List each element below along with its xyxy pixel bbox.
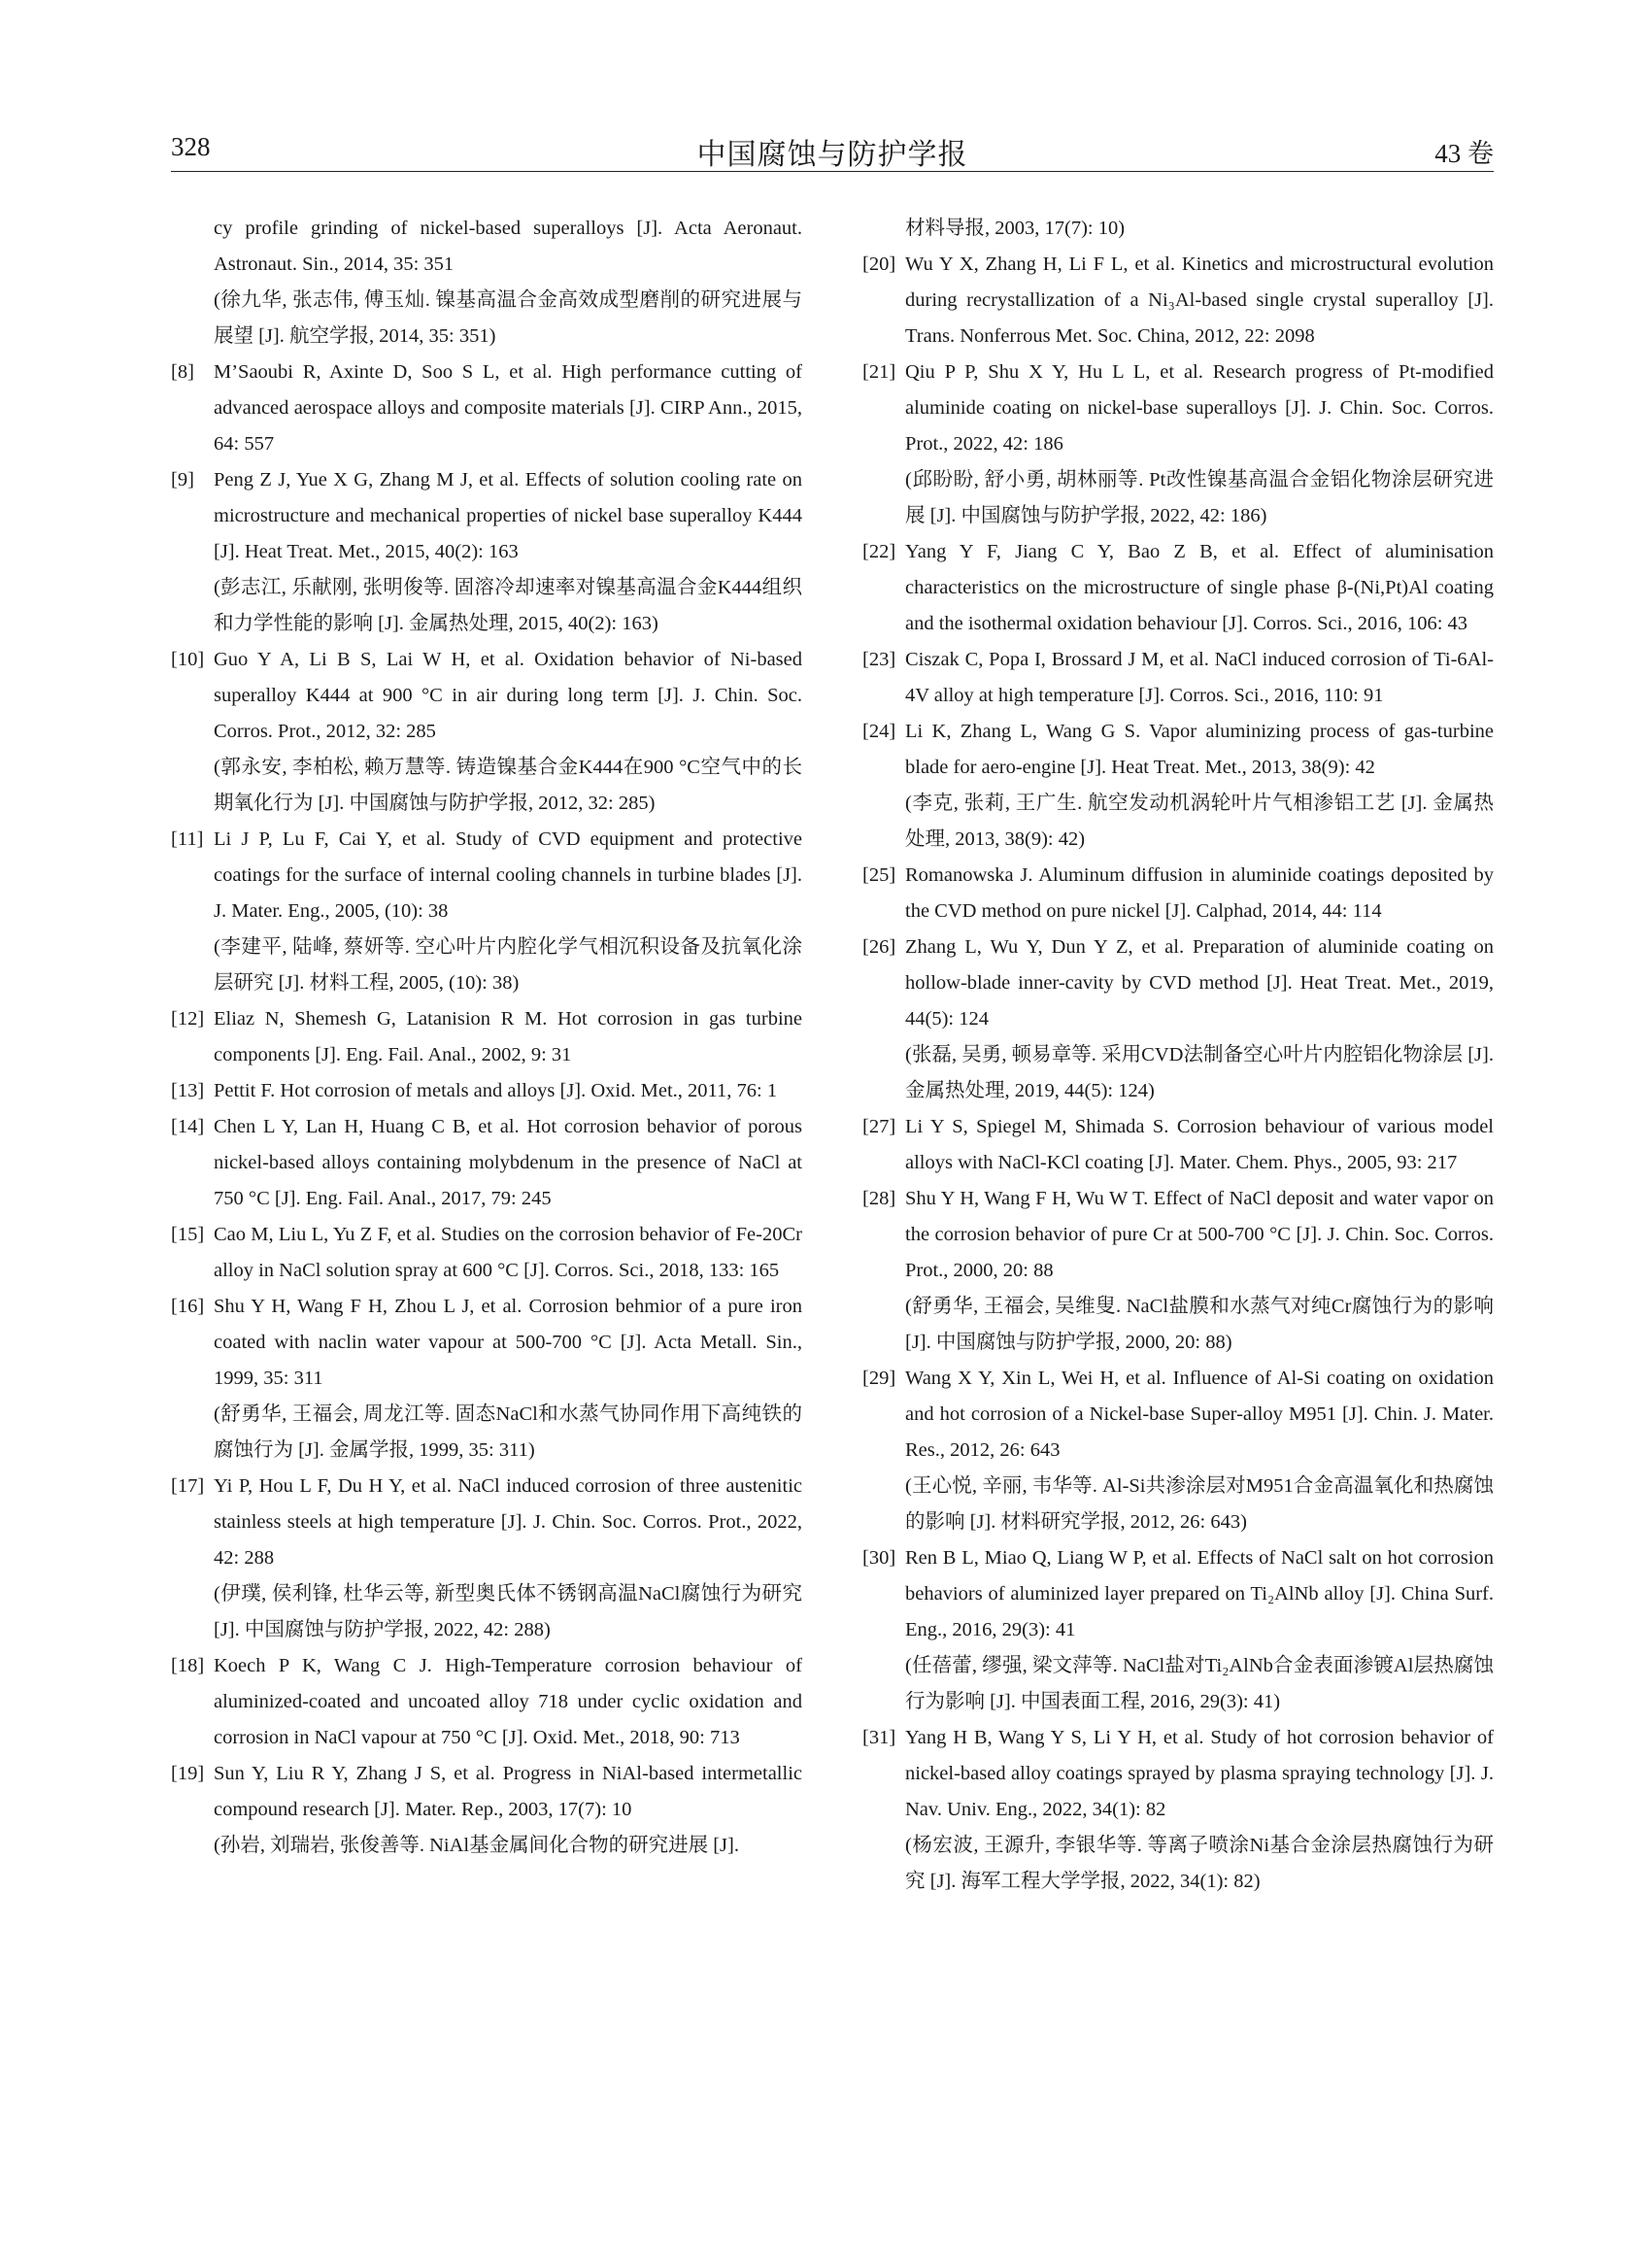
- reference-english-text: Eliaz N, Shemesh G, Latanision R M. Hot corrosion in gas turbine components [J]. Eng. Fail. Anal., 2002, 9: 31: [214, 1008, 802, 1065]
- reference-chinese-text: (伊璞, 侯利锋, 杜华云等, 新型奥氏体不锈钢高温NaCl腐蚀行为研究 [J]. 中国腐蚀与防护学报, 2022, 42: 288): [214, 1583, 802, 1640]
- reference-number: [18]: [171, 1655, 205, 1676]
- reference-entry: [862, 211, 1494, 247]
- volume-label: 43 卷: [1434, 139, 1494, 168]
- reference-english-text: Zhang L, Wu Y, Dun Y Z, et al. Preparation of aluminide coating on hollow-blade inner-cavity by CVD method [J]. Heat Treat. Met., 2019, 44(5): 124: [905, 936, 1494, 1030]
- reference-chinese-text: (杨宏波, 王源升, 李银华等. 等离子喷涂Ni基合金涂层热腐蚀行为研究 [J]. 海军工程大学学报, 2022, 34(1): 82): [905, 1835, 1494, 1892]
- reference-number: [14]: [171, 1116, 205, 1137]
- reference-number: [23]: [862, 649, 896, 670]
- reference-chinese-text: (舒勇华, 王福会, 吴维叟. NaCl盐膜和水蒸气对纯Cr腐蚀行为的影响 [J]. 中国腐蚀与防护学报, 2000, 20: 88): [905, 1296, 1494, 1353]
- reference-entry: [171, 1469, 802, 1648]
- reference-number: [28]: [862, 1188, 896, 1209]
- reference-english-text: Qiu P P, Shu X Y, Hu L L, et al. Research progress of Pt-modified aluminide coating on nickel-base superalloys [J]. J. Chin. Soc. Corros. Prot., 2022, 42: 186: [905, 361, 1494, 455]
- reference-english-text: Romanowska J. Aluminum diffusion in aluminide coatings deposited by the CVD method on pure nickel [J]. Calphad, 2014, 44: 114: [905, 864, 1494, 922]
- reference-entry: [862, 1720, 1494, 1900]
- left-reference-column: [171, 211, 802, 1864]
- reference-number: [25]: [862, 864, 896, 886]
- right-reference-column: [862, 211, 1494, 1900]
- reference-entry: [171, 355, 802, 462]
- page-number: 328: [171, 132, 211, 161]
- reference-entry: [862, 247, 1494, 355]
- reference-entry: [862, 1540, 1494, 1720]
- reference-entry: [862, 929, 1494, 1109]
- page-header: [171, 126, 1494, 172]
- reference-entry: [171, 822, 802, 1001]
- reference-entry: [862, 858, 1494, 929]
- reference-chinese-text: (郭永安, 李柏松, 赖万慧等. 铸造镍基合金K444在900 °C空气中的长期氧化行为 [J]. 中国腐蚀与防护学报, 2012, 32: 285): [214, 757, 802, 814]
- reference-english-text: M’Saoubi R, Axinte D, Soo S L, et al. High performance cutting of advanced aerospace alloys and composite materials [J]. CIRP Ann., 2015, 64: 557: [214, 361, 802, 455]
- reference-english-text: Koech P K, Wang C J. High-Temperature corrosion behaviour of aluminized-coated and uncoated alloy 718 under cyclic oxidation and corrosion in NaCl vapour at 750 °C [J]. Oxid. Met., 2018, 90: 713: [214, 1655, 802, 1748]
- reference-number: [16]: [171, 1296, 205, 1317]
- reference-entry: [862, 1361, 1494, 1540]
- reference-english-text: Shu Y H, Wang F H, Zhou L J, et al. Corrosion behmior of a pure iron coated with naclin water vapour at 500-700 °C [J]. Acta Metall. Sin., 1999, 35: 311: [214, 1296, 802, 1389]
- reference-number: [13]: [171, 1080, 205, 1101]
- reference-entry: [862, 714, 1494, 858]
- reference-chinese-text: (王心悦, 辛丽, 韦华等. Al-Si共渗涂层对M951合金高温氧化和热腐蚀的影响 [J]. 材料研究学报, 2012, 26: 643): [905, 1475, 1494, 1533]
- reference-entry: [171, 1648, 802, 1756]
- reference-number: [21]: [862, 361, 896, 383]
- reference-english-text: Sun Y, Liu R Y, Zhang J S, et al. Progress in NiAl-based intermetallic compound research [J]. Mater. Rep., 2003, 17(7): 10: [214, 1763, 802, 1820]
- reference-chinese-text: (邱盼盼, 舒小勇, 胡林丽等. Pt改性镍基高温合金铝化物涂层研究进展 [J]. 中国腐蚀与防护学报, 2022, 42: 186): [905, 469, 1494, 526]
- reference-english-text: Pettit F. Hot corrosion of metals and alloys [J]. Oxid. Met., 2011, 76: 1: [214, 1080, 778, 1101]
- reference-english-text: Li Y S, Spiegel M, Shimada S. Corrosion behaviour of various model alloys with NaCl-KCl coating [J]. Mater. Chem. Phys., 2005, 93: 217: [905, 1116, 1494, 1173]
- reference-english-text: Yang H B, Wang Y S, Li Y H, et al. Study of hot corrosion behavior of nickel-based alloy coatings sprayed by plasma spraying technology [J]. J. Nav. Univ. Eng., 2022, 34(1): 82: [905, 1727, 1494, 1820]
- reference-english-text: Li K, Zhang L, Wang G S. Vapor aluminizing process of gas-turbine blade for aero-engine [J]. Heat Treat. Met., 2013, 38(9): 42: [905, 721, 1494, 778]
- reference-english-text: Ren B L, Miao Q, Liang W P, et al. Effects of NaCl salt on hot corrosion behaviors of aluminized layer prepared on Ti₂AlNb alloy [J]. China Surf. Eng., 2016, 29(3): 41: [905, 1547, 1494, 1640]
- reference-number: [17]: [171, 1475, 205, 1497]
- reference-chinese-text: (李建平, 陆峰, 蔡妍等. 空心叶片内腔化学气相沉积设备及抗氧化涂层研究 [J]. 材料工程, 2005, (10): 38): [214, 936, 802, 994]
- reference-entry: [862, 534, 1494, 642]
- reference-english-text: Guo Y A, Li B S, Lai W H, et al. Oxidation behavior of Ni-based superalloy K444 at 900 °C in air during long term [J]. J. Chin. Soc. Corros. Prot., 2012, 32: 285: [214, 649, 802, 742]
- reference-english-text: cy profile grinding of nickel-based superalloys [J]. Acta Aeronaut. Astronaut. Sin., 2014, 35: 351: [214, 218, 802, 275]
- reference-chinese-text: (彭志江, 乐献刚, 张明俊等. 固溶冷却速率对镍基高温合金K444组织和力学性能的影响 [J]. 金属热处理, 2015, 40(2): 163): [214, 577, 802, 634]
- reference-english-text: Yang Y F, Jiang C Y, Bao Z B, et al. Effect of aluminisation characteristics on the microstructure of single phase β-(Ni,Pt)Al coating and the isothermal oxidation behaviour [J]. Corros. Sci., 2016, 106: 43: [905, 541, 1494, 634]
- reference-entry: [171, 1756, 802, 1864]
- reference-entry: [171, 1289, 802, 1469]
- reference-english-text: Yi P, Hou L F, Du H Y, et al. NaCl induced corrosion of three austenitic stainless steels at high temperature [J]. J. Chin. Soc. Corros. Prot., 2022, 42: 288: [214, 1475, 802, 1569]
- reference-number: [31]: [862, 1727, 896, 1748]
- reference-number: [8]: [171, 361, 194, 383]
- reference-number: [26]: [862, 936, 896, 958]
- reference-number: [24]: [862, 721, 896, 742]
- reference-chinese-text: 材料导报, 2003, 17(7): 10): [905, 218, 1126, 239]
- reference-entry: [171, 1217, 802, 1289]
- reference-number: [22]: [862, 541, 896, 562]
- reference-number: [10]: [171, 649, 205, 670]
- reference-entry: [171, 1073, 802, 1109]
- journal-title: 中国腐蚀与防护学报: [696, 139, 968, 171]
- reference-english-text: Wu Y X, Zhang H, Li F L, et al. Kinetics and microstructural evolution during recrystallization of a Ni₃Al-based single crystal superalloy [J]. Trans. Nonferrous Met. Soc. China, 2012, 22: 2098: [905, 253, 1494, 347]
- reference-english-text: Shu Y H, Wang F H, Wu W T. Effect of NaCl deposit and water vapor on the corrosion behavior of pure Cr at 500-700 °C [J]. J. Chin. Soc. Corros. Prot., 2000, 20: 88: [905, 1188, 1494, 1281]
- reference-entry: [171, 1001, 802, 1073]
- reference-number: [29]: [862, 1368, 896, 1389]
- reference-english-text: Peng Z J, Yue X G, Zhang M J, et al. Effects of solution cooling rate on microstructure and mechanical properties of nickel base superalloy K444 [J]. Heat Treat. Met., 2015, 40(2): 163: [214, 469, 802, 562]
- reference-english-text: Chen L Y, Lan H, Huang C B, et al. Hot corrosion behavior of porous nickel-based alloys containing molybdenum in the presence of NaCl at 750 °C [J]. Eng. Fail. Anal., 2017, 79: 245: [214, 1116, 802, 1209]
- reference-entry: [171, 211, 802, 355]
- reference-number: [20]: [862, 253, 896, 275]
- reference-entry: [862, 642, 1494, 714]
- reference-number: [27]: [862, 1116, 896, 1137]
- reference-entry: [862, 1181, 1494, 1361]
- reference-number: [11]: [171, 828, 204, 850]
- reference-english-text: Ciszak C, Popa I, Brossard J M, et al. NaCl induced corrosion of Ti-6Al-4V alloy at high temperature [J]. Corros. Sci., 2016, 110: 91: [905, 649, 1494, 706]
- reference-chinese-text: (徐九华, 张志伟, 傅玉灿. 镍基高温合金高效成型磨削的研究进展与展望 [J]. 航空学报, 2014, 35: 351): [214, 289, 802, 347]
- reference-chinese-text: (任蓓蕾, 缪强, 梁文萍等. NaCl盐对Ti₂AlNb合金表面渗镀Al层热腐蚀行为影响 [J]. 中国表面工程, 2016, 29(3): 41): [905, 1655, 1494, 1712]
- reference-number: [19]: [171, 1763, 205, 1784]
- reference-chinese-text: (舒勇华, 王福会, 周龙江等. 固态NaCl和水蒸气协同作用下高纯铁的腐蚀行为 [J]. 金属学报, 1999, 35: 311): [214, 1403, 802, 1461]
- reference-chinese-text: (孙岩, 刘瑞岩, 张俊善等. NiAl基金属间化合物的研究进展 [J].: [214, 1835, 739, 1856]
- reference-number: [12]: [171, 1008, 205, 1030]
- reference-number: [30]: [862, 1547, 896, 1569]
- reference-english-text: Cao M, Liu L, Yu Z F, et al. Studies on the corrosion behavior of Fe-20Cr alloy in NaCl solution spray at 600 °C [J]. Corros. Sci., 2018, 133: 165: [214, 1224, 802, 1281]
- reference-entry: [862, 1109, 1494, 1181]
- reference-chinese-text: (张磊, 吴勇, 顿易章等. 采用CVD法制备空心叶片内腔铝化物涂层 [J]. 金属热处理, 2019, 44(5): 124): [905, 1044, 1494, 1101]
- reference-english-text: Wang X Y, Xin L, Wei H, et al. Influence of Al-Si coating on oxidation and hot corrosion of a Nickel-base Super-alloy M951 [J]. Chin. J. Mater. Res., 2012, 26: 643: [905, 1368, 1494, 1461]
- reference-entry: [171, 462, 802, 642]
- reference-entry: [862, 355, 1494, 534]
- reference-english-text: Li J P, Lu F, Cai Y, et al. Study of CVD equipment and protective coatings for the surface of internal cooling channels in turbine blades [J]. J. Mater. Eng., 2005, (10): 38: [214, 828, 802, 922]
- reference-chinese-text: (李克, 张莉, 王广生. 航空发动机涡轮叶片气相渗铝工艺 [J]. 金属热处理, 2013, 38(9): 42): [905, 793, 1494, 850]
- reference-entry: [171, 642, 802, 822]
- reference-number: [15]: [171, 1224, 205, 1245]
- reference-entry: [171, 1109, 802, 1217]
- reference-number: [9]: [171, 469, 194, 490]
